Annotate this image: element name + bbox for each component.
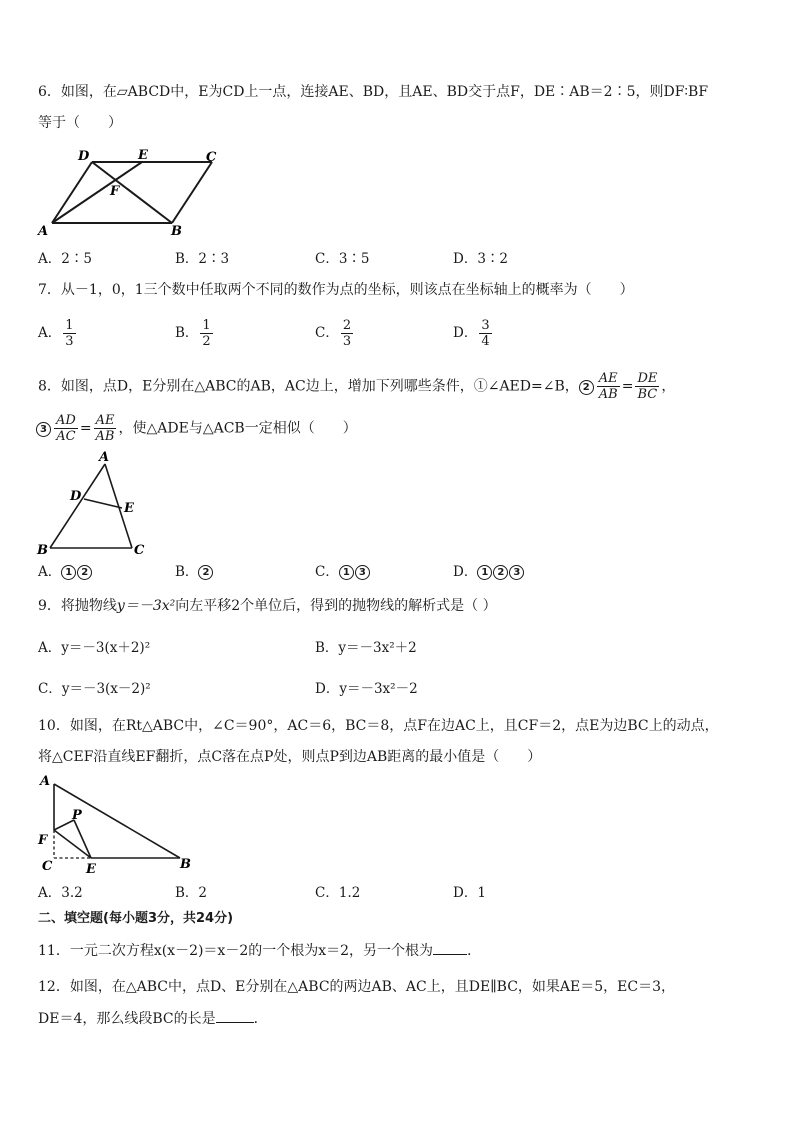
circled-number: 2 <box>77 565 92 580</box>
q10-label-E: E <box>86 862 96 877</box>
q8-stem-line2: 3 $\frac{AD}{AC}$ = $\frac{AE}{AB}$ ，使△ADE与△ACB一定相似（ ） <box>36 413 357 444</box>
q10-label-C: C <box>42 859 53 874</box>
q7-option-d[interactable] <box>453 318 494 349</box>
q11-stem-text: 11．一元二次方程x(x－2)＝x－2的一个根为x＝2，另一个根为 <box>38 943 434 959</box>
q8-stem-text: 8．如图，点D，E分别在△ABC的AB，AC边上，增加下列哪些条件，①∠AED=∠B， <box>38 378 579 395</box>
q8-label-B: B <box>37 543 48 558</box>
option-letter: B． <box>175 564 199 580</box>
option-letter: C． <box>315 564 339 580</box>
circled-number: 1 <box>477 565 492 580</box>
option-letter: A． <box>38 325 62 341</box>
q7-option-a[interactable] <box>38 318 78 349</box>
frac-denominator: BC <box>637 387 658 402</box>
q6-label-A: A <box>38 224 49 238</box>
circled-number: 3 <box>509 565 524 580</box>
option-letter: D． <box>453 564 478 580</box>
frac-numerator: 1 <box>202 318 211 333</box>
q9-stem-text: 向左平移2个单位后，得到的抛物线的解析式是（ ） <box>175 598 497 614</box>
q12-stem-text: DE＝4，那么线段BC的长是 <box>38 1011 216 1027</box>
comma: ， <box>661 378 676 395</box>
option-letter: C． <box>315 325 339 341</box>
q8-label-D: D <box>70 489 82 504</box>
q7-stem: 7．从－1，0，1三个数中任取两个不同的数作为点的坐标，则该点在坐标轴上的概率为（ ） <box>38 282 634 298</box>
q8-option-a[interactable] <box>38 563 93 581</box>
q6-option-c[interactable]: C．3∶5 <box>315 251 370 267</box>
circled-number: 3 <box>36 422 51 437</box>
q6-label-F: F <box>110 184 120 199</box>
answer-blank[interactable] <box>433 942 467 955</box>
q8-label-A: A <box>99 450 110 465</box>
q11-stem-end: . <box>467 943 472 959</box>
q6-label-D: D <box>78 149 90 164</box>
q10-right-triangle-figure <box>34 772 204 878</box>
frac-numerator: AE <box>95 413 115 428</box>
q6-option-d[interactable]: D．3∶2 <box>453 251 509 267</box>
q8-triangle-figure <box>34 450 154 558</box>
q10-stem-line1: 10．如图，在Rt△ABC中，∠C＝90°，AC＝6，BC＝8，点F在边AC上，且CF＝2，点E为边BC上的动点， <box>38 718 719 734</box>
frac-numerator: 1 <box>65 318 74 333</box>
q6-stem-line2: 等于（ ） <box>38 115 122 131</box>
q8-label-E: E <box>124 501 134 516</box>
q12-stem-line2 <box>38 1010 268 1028</box>
q9-stem-text: 9．将抛物线 <box>38 598 117 614</box>
frac-numerator: AE <box>598 371 618 386</box>
option-letter: A． <box>38 564 62 580</box>
q6-option-a[interactable]: A．2∶5 <box>38 251 92 267</box>
q8-label-C: C <box>134 543 145 558</box>
frac-denominator: AB <box>95 429 115 444</box>
q10-option-a[interactable]: A．3.2 <box>38 885 83 901</box>
frac-denominator: 3 <box>65 334 74 349</box>
frac-denominator: 4 <box>481 334 490 349</box>
q9-option-c[interactable]: C．y＝－3(x－2)² <box>38 681 151 697</box>
circled-number: 2 <box>579 380 594 395</box>
q10-option-d[interactable]: D．1 <box>453 885 486 901</box>
q6-option-b[interactable]: B．2∶3 <box>175 251 230 267</box>
frac-denominator: AB <box>598 387 618 402</box>
frac-numerator: 3 <box>481 318 490 333</box>
option-letter: D． <box>453 325 478 341</box>
q9-option-b[interactable]: B．y＝－3x²＋2 <box>315 640 417 656</box>
q10-label-A: A <box>40 774 51 789</box>
q10-option-b[interactable]: B．2 <box>175 885 208 901</box>
frac-denominator: AC <box>56 429 76 444</box>
q8-option-b[interactable] <box>175 563 214 581</box>
q9-stem <box>38 597 497 615</box>
q6-parallelogram-figure <box>34 146 224 238</box>
circled-number: 2 <box>198 565 213 580</box>
frac-denominator: 2 <box>202 334 211 349</box>
q10-label-B: B <box>180 857 191 872</box>
option-letter: B． <box>175 325 199 341</box>
frac-numerator: DE <box>637 371 658 386</box>
q10-label-F: F <box>38 833 48 848</box>
q8-option-c[interactable] <box>315 563 371 581</box>
q9-option-a[interactable]: A．y＝－3(x＋2)² <box>38 640 151 656</box>
circled-number: 1 <box>339 565 354 580</box>
q10-stem-line2: 将△CEF沿直线EF翻折，点C落在点P处，则点P到边AB距离的最小值是（ ） <box>38 749 542 765</box>
q9-expression: y＝－3x² <box>116 598 176 614</box>
frac-denominator: 3 <box>342 334 352 349</box>
q6-label-C: C <box>206 150 217 165</box>
frac-numerator: AD <box>56 413 76 428</box>
q8-stem-tail: ，使△ADE与△ACB一定相似（ ） <box>118 420 357 437</box>
circled-number: 1 <box>61 565 76 580</box>
q6-stem-line1: 6．如图，在▱ABCD中，E为CD上一点，连接AE、BD，且AE、BD交于点F，DE∶AB＝2∶5，则DF∶BF <box>38 84 709 100</box>
q8-option-d[interactable] <box>453 563 525 581</box>
q8-stem-line1: 8．如图，点D，E分别在△ABC的AB，AC边上，增加下列哪些条件，①∠AED=∠B， 2 $\frac{AE}{AB}$ = $\frac{DE}{BC}$ ， <box>38 371 676 402</box>
answer-blank[interactable] <box>216 1010 254 1023</box>
q6-label-B: B <box>171 224 182 238</box>
q12-stem-end: ． <box>253 1011 268 1027</box>
circled-number: 3 <box>355 565 370 580</box>
frac-numerator: 2 <box>342 318 352 333</box>
q7-option-b[interactable] <box>175 318 215 349</box>
q11-stem <box>38 942 472 960</box>
q7-option-c[interactable] <box>315 318 355 349</box>
q9-option-d[interactable]: D．y＝－3x²－2 <box>315 681 418 697</box>
section-heading: 二、填空题(每小题3分，共24分) <box>38 911 234 926</box>
q10-label-P: P <box>72 808 82 823</box>
q6-label-E: E <box>138 148 148 163</box>
q12-stem-line1: 12．如图，在△ABC中，点D、E分别在△ABC的两边AB、AC上，且DE∥BC，如果AE＝5，EC＝3， <box>38 979 675 995</box>
q10-option-c[interactable]: C．1.2 <box>315 885 361 901</box>
circled-number: 2 <box>493 565 508 580</box>
